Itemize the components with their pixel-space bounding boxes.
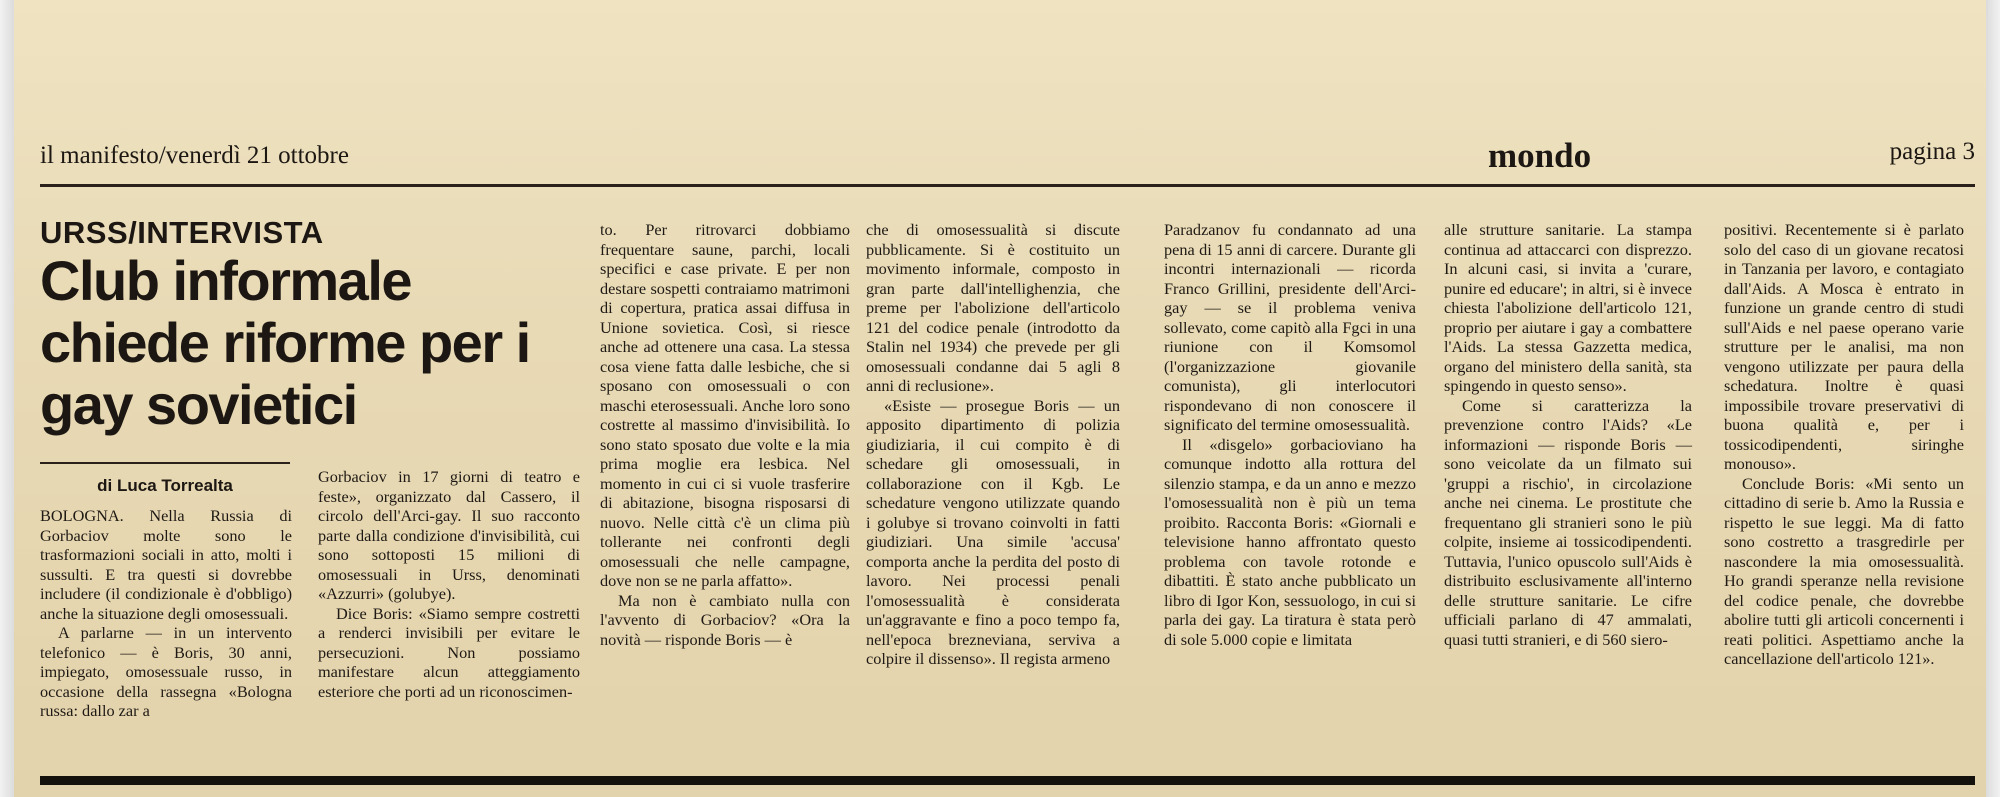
paragraph: Paradzanov fu condannato ad una pena di 15 anni di carcere. Durante gli incontri internazionali — ricorda Franco Grillini, presidente dell'Arci-gay — se il problema veniva sollevato, come capitò alla Fgci in una riunione con il Komsomol (l'organizzazione giovanile comunista), gli interlocutori rispondevano di non conoscere il significato del termine omosessualità. xyxy=(1164,220,1416,434)
paragraph: BOLOGNA. Nella Russia di Gorbaciov molte sono le trasformazioni sociali in atto, molti i sussulti. E tra questi si dovrebbe includere (il condizionale è d'obbligo) anche la situazione degli omosessuali. xyxy=(40,506,292,623)
article-column-2 xyxy=(318,467,580,701)
paragraph: Il «disgelo» gorbacioviano ha comunque indotto alla rottura del silenzio stampa, e da un anno e mezzo l'omosessualità non è più un tema proibito. Racconta Boris: «Giornali e televisione hanno affrontato questo problema con tavole rotonde e dibattiti. È stato anche pubblicato un libro di Igor Kon, sessuologo, in cui si parla dei gay. La tiratura è stata però di sole 5.000 copie e limitata xyxy=(1164,434,1416,649)
article-headline: Club informale chiede riforme per i gay sovietici xyxy=(40,249,530,436)
article-kicker: URSS/INTERVISTA xyxy=(40,215,324,250)
masthead-section: mondo xyxy=(1488,136,1592,175)
byline-rule xyxy=(40,462,290,464)
paragraph: alle strutture sanitarie. La stampa continua ad attaccarci con disprezzo. In alcuni casi, si invita a 'curare, punire ed educare'; in altri, si è invece chiesta l'abolizione dell'articolo 121, proprio per aiutare i gay a combattere l'Aids. La stessa Gazzetta medica, organo del ministero della sanità, sta spingendo in questo senso». xyxy=(1444,220,1692,395)
paragraph: Come si caratterizza la prevenzione contro l'Aids? «Le informazioni — risponde Boris — sono veicolate da un filmato sui 'gruppi a rischio', in circolazione anche nei cinema. Le prostitute che frequentano gli stranieri sono le più colpite, insieme ai tossicodipendenti. Tuttavia, l'unico opuscolo sull'Aids è distribuito esclusivamente all'interno delle strutture sanitarie. Le cifre ufficiali parlano di 47 ammalati, quasi tutti stranieri, e di 560 siero- xyxy=(1444,395,1692,649)
paragraph: Ma non è cambiato nulla con l'avvento di Gorbaciov? «Ora la novità — risponde Boris — è xyxy=(600,590,850,649)
masthead-date: il manifesto/venerdì 21 ottobre xyxy=(40,142,349,169)
article-column-3 xyxy=(600,220,850,649)
bottom-rule xyxy=(40,776,1975,785)
article-column-6 xyxy=(1444,220,1692,649)
paragraph: che di omosessualità si discute pubblicamente. Si è costituito un movimento informale, composto in gran parte dall'intellighenzia, che preme per l'abolizione dell'articolo 121 del codice penale (introdotto da Stalin nel 1934) che prevede per gli omosessuali condanne dai 5 agli 8 anni di reclusione». xyxy=(866,220,1120,395)
article-column-7 xyxy=(1724,220,1964,669)
paragraph: to. Per ritrovarci dobbiamo frequentare saune, parchi, locali specifici e case private. E per non destare sospetti contraiamo matrimoni di copertura, pratica assai diffusa in Unione sovietica. Così, si riesce anche ad ottenere una casa. La stessa cosa viene fatta dalle lesbiche, che si sposano con omosessuali o con maschi eterosessuali. Anche loro sono costrette al massimo d'invisibilità. Io sono stato sposato due volte e la mia prima moglie era lesbica. Nel momento in cui ci si vuole trasferire di abitazione, bisogna risposarsi di nuovo. Nelle città c'è un clima più tollerante nei confronti degli omosessuali che nelle campagne, dove non se ne parla affatto». xyxy=(600,220,850,590)
paragraph: A parlarne — in un intervento telefonico — è Boris, 30 anni, impiegato, omosessuale russo, in occasione della rassegna «Bologna russa: dallo zar a xyxy=(40,623,292,720)
top-rule xyxy=(40,184,1975,187)
paragraph: positivi. Recentemente si è parlato solo del caso di un giovane recatosi in Tanzania per lavoro, e contagiato dall'Aids. A Mosca è entrato in funzione un grande centro di studi sull'Aids e nel paese operano varie strutture per le analisi, ma non vengono utilizzate per paura della schedatura. Inoltre è quasi impossibile trovare preservativi di buona qualità e, per i tossicodipendenti, siringhe monouso». xyxy=(1724,220,1964,473)
paragraph: Dice Boris: «Siamo sempre costretti a renderci invisibili per evitare le persecuzioni. Non possiamo manifestare alcun atteggiamento esteriore che porti ad un riconoscimen- xyxy=(318,603,580,701)
article-column-5 xyxy=(1164,220,1416,649)
masthead-page-number: pagina 3 xyxy=(1889,138,1975,165)
page-edge-right xyxy=(1986,0,2000,797)
paragraph: «Esiste — prosegue Boris — un apposito dipartimento di polizia giudiziaria, il cui compito è di schedare gli omosessuali, in collaborazione con il Kgb. Le schedature vengono utilizzate quando i golubye si trovano coinvolti in fatti giudiziari. Una simile 'accusa' comporta anche la perdita del posto di lavoro. Nei processi penali l'omosessualità è considerata un'aggravante e fino a poco tempo fa, nell'epoca brezneviana, serviva a colpire il dissenso». Il regista armeno xyxy=(866,395,1120,668)
article-column-1 xyxy=(40,506,292,721)
article-column-4 xyxy=(866,220,1120,669)
article-byline: di Luca Torrealta xyxy=(97,476,233,495)
paragraph: Conclude Boris: «Mi sento un cittadino di serie b. Amo la Russia e rispetto le sue leggi. Ma di fatto sono costretto a trasgredirle per nascondere la mia omosessualità. Ho grandi speranze nella revisione del codice penale, che dovrebbe abolire tutti gli articoli concernenti i reati politici. Aspettiamo anche la cancellazione dell'articolo 121». xyxy=(1724,473,1964,668)
masthead xyxy=(40,138,1975,178)
page-edge-left xyxy=(0,0,14,797)
paragraph: Gorbaciov in 17 giorni di teatro e feste», organizzato dal Cassero, il circolo dell'Arci-gay. Il suo racconto parte dalla condizione d'invisibilità, cui sono sottoposti 15 milioni di omosessuali in Urss, denominati «Azzurri» (golubye). xyxy=(318,467,580,603)
